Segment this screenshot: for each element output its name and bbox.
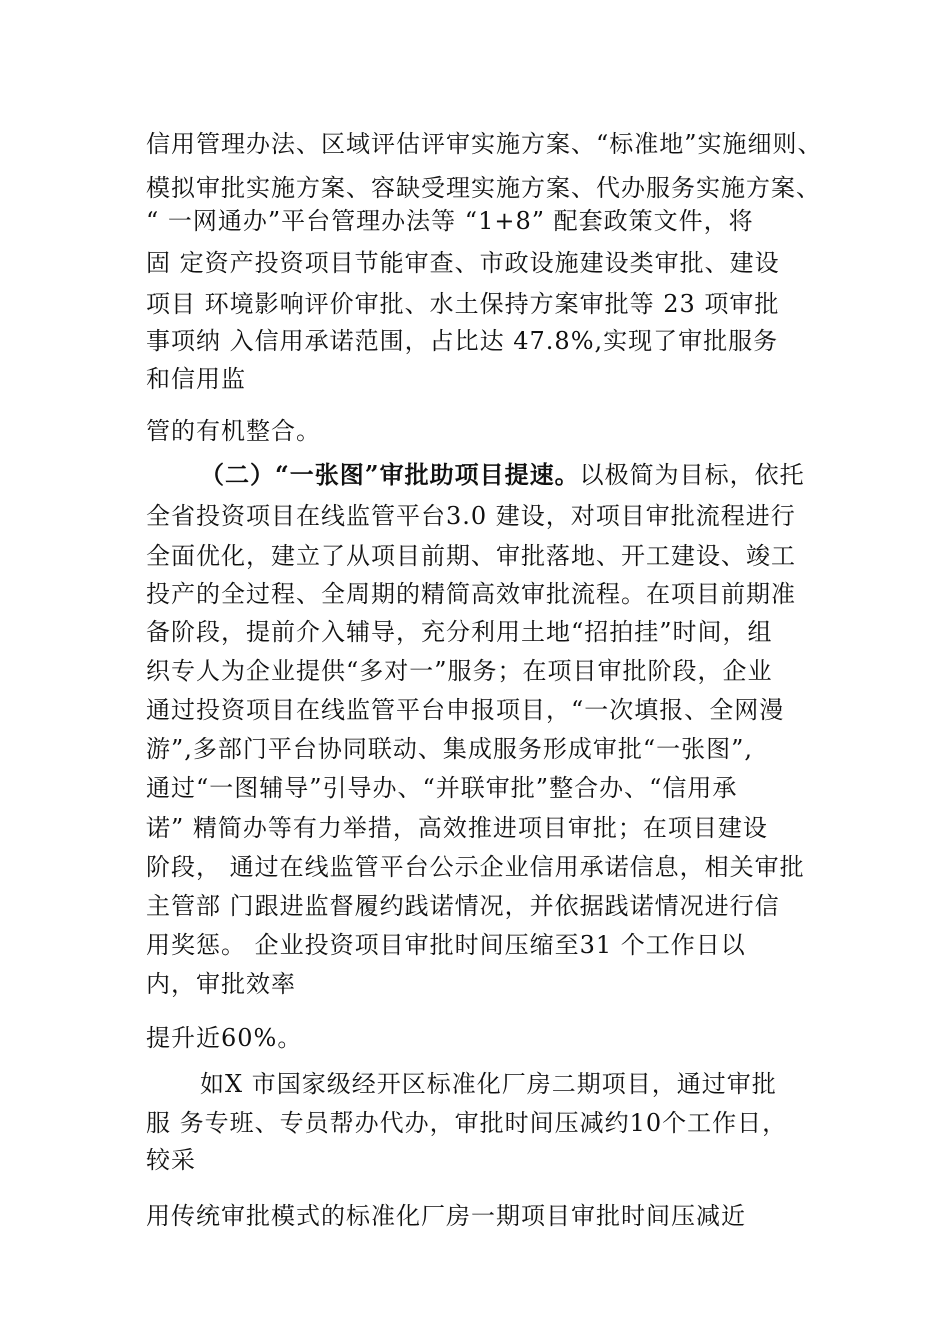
text-line: 服 务专班、专员帮办代办，审批时间压减约10个工作日， [146, 1109, 788, 1137]
text-line: 阶段， 通过在线监管平台公示企业信用承诺信息，相关审批 [146, 853, 805, 881]
text-line: 事项纳 入信用承诺范围，占比达 47.8%,实现了审批服务 [146, 327, 779, 355]
text-line: 通过投资项目在线监管平台申报项目，“一次填报、全网漫 [146, 696, 785, 724]
text-line: 和信用监 [146, 365, 246, 393]
text-line: 游”,多部门平台协同联动、集成服务形成审批“一张图”, [146, 735, 754, 763]
text-line: 信用管理办法、区域评估评审实施方案、“标准地”实施细则、 [146, 130, 823, 158]
text-line: 全省投资项目在线监管平台3.0 建设，对项目审批流程进行 [146, 502, 796, 530]
text-line: 模拟审批实施方案、容缺受理实施方案、代办服务实施方案、 [146, 174, 821, 202]
text-line: 通过“一图辅导”引导办、“并联审批”整合办、“信用承 [146, 774, 738, 802]
text-line: 内，审批效率 [146, 970, 296, 998]
text-line: 管的有机整合。 [146, 417, 321, 445]
text-line: 投产的全过程、全周期的精简高效审批流程。在项目前期准 [146, 580, 796, 608]
text-line: 诺” 精简办等有力举措，高效推进项目审批；在项目建设 [146, 814, 768, 842]
section-heading-line [200, 459, 805, 491]
text-line: 如X 市国家级经开区标准化厂房二期项目，通过审批 [200, 1070, 777, 1098]
text-run: 以极简为目标，依托 [579, 461, 805, 489]
text-line: 用奖惩。 企业投资项目审批时间压缩至31 个工作日以 [146, 931, 746, 959]
text-line: “ 一网通办”平台管理办法等 “1+8” 配套政策文件，将 [146, 207, 754, 235]
text-line: 备阶段，提前介入辅导，充分利用土地“招拍挂”时间，组 [146, 618, 773, 646]
text-line: 固 定资产投资项目节能审查、市政设施建设类审批、建设 [146, 249, 780, 277]
text-line: 较采 [146, 1146, 196, 1174]
section-heading: （二）“一张图”审批助项目提速。 [200, 460, 580, 489]
text-line: 用传统审批模式的标准化厂房一期项目审批时间压减近 [146, 1202, 746, 1230]
text-line: 主管部 门跟进监督履约践诺情况，并依据践诺情况进行信 [146, 892, 780, 920]
text-line: 项目 环境影响评价审批、水土保持方案审批等 23 项审批 [146, 290, 780, 318]
text-line: 织专人为企业提供“多对一”服务；在项目审批阶段，企业 [146, 657, 773, 685]
text-line: 提升近60%。 [146, 1024, 303, 1052]
text-line: 全面优化，建立了从项目前期、审批落地、开工建设、竣工 [146, 542, 796, 570]
